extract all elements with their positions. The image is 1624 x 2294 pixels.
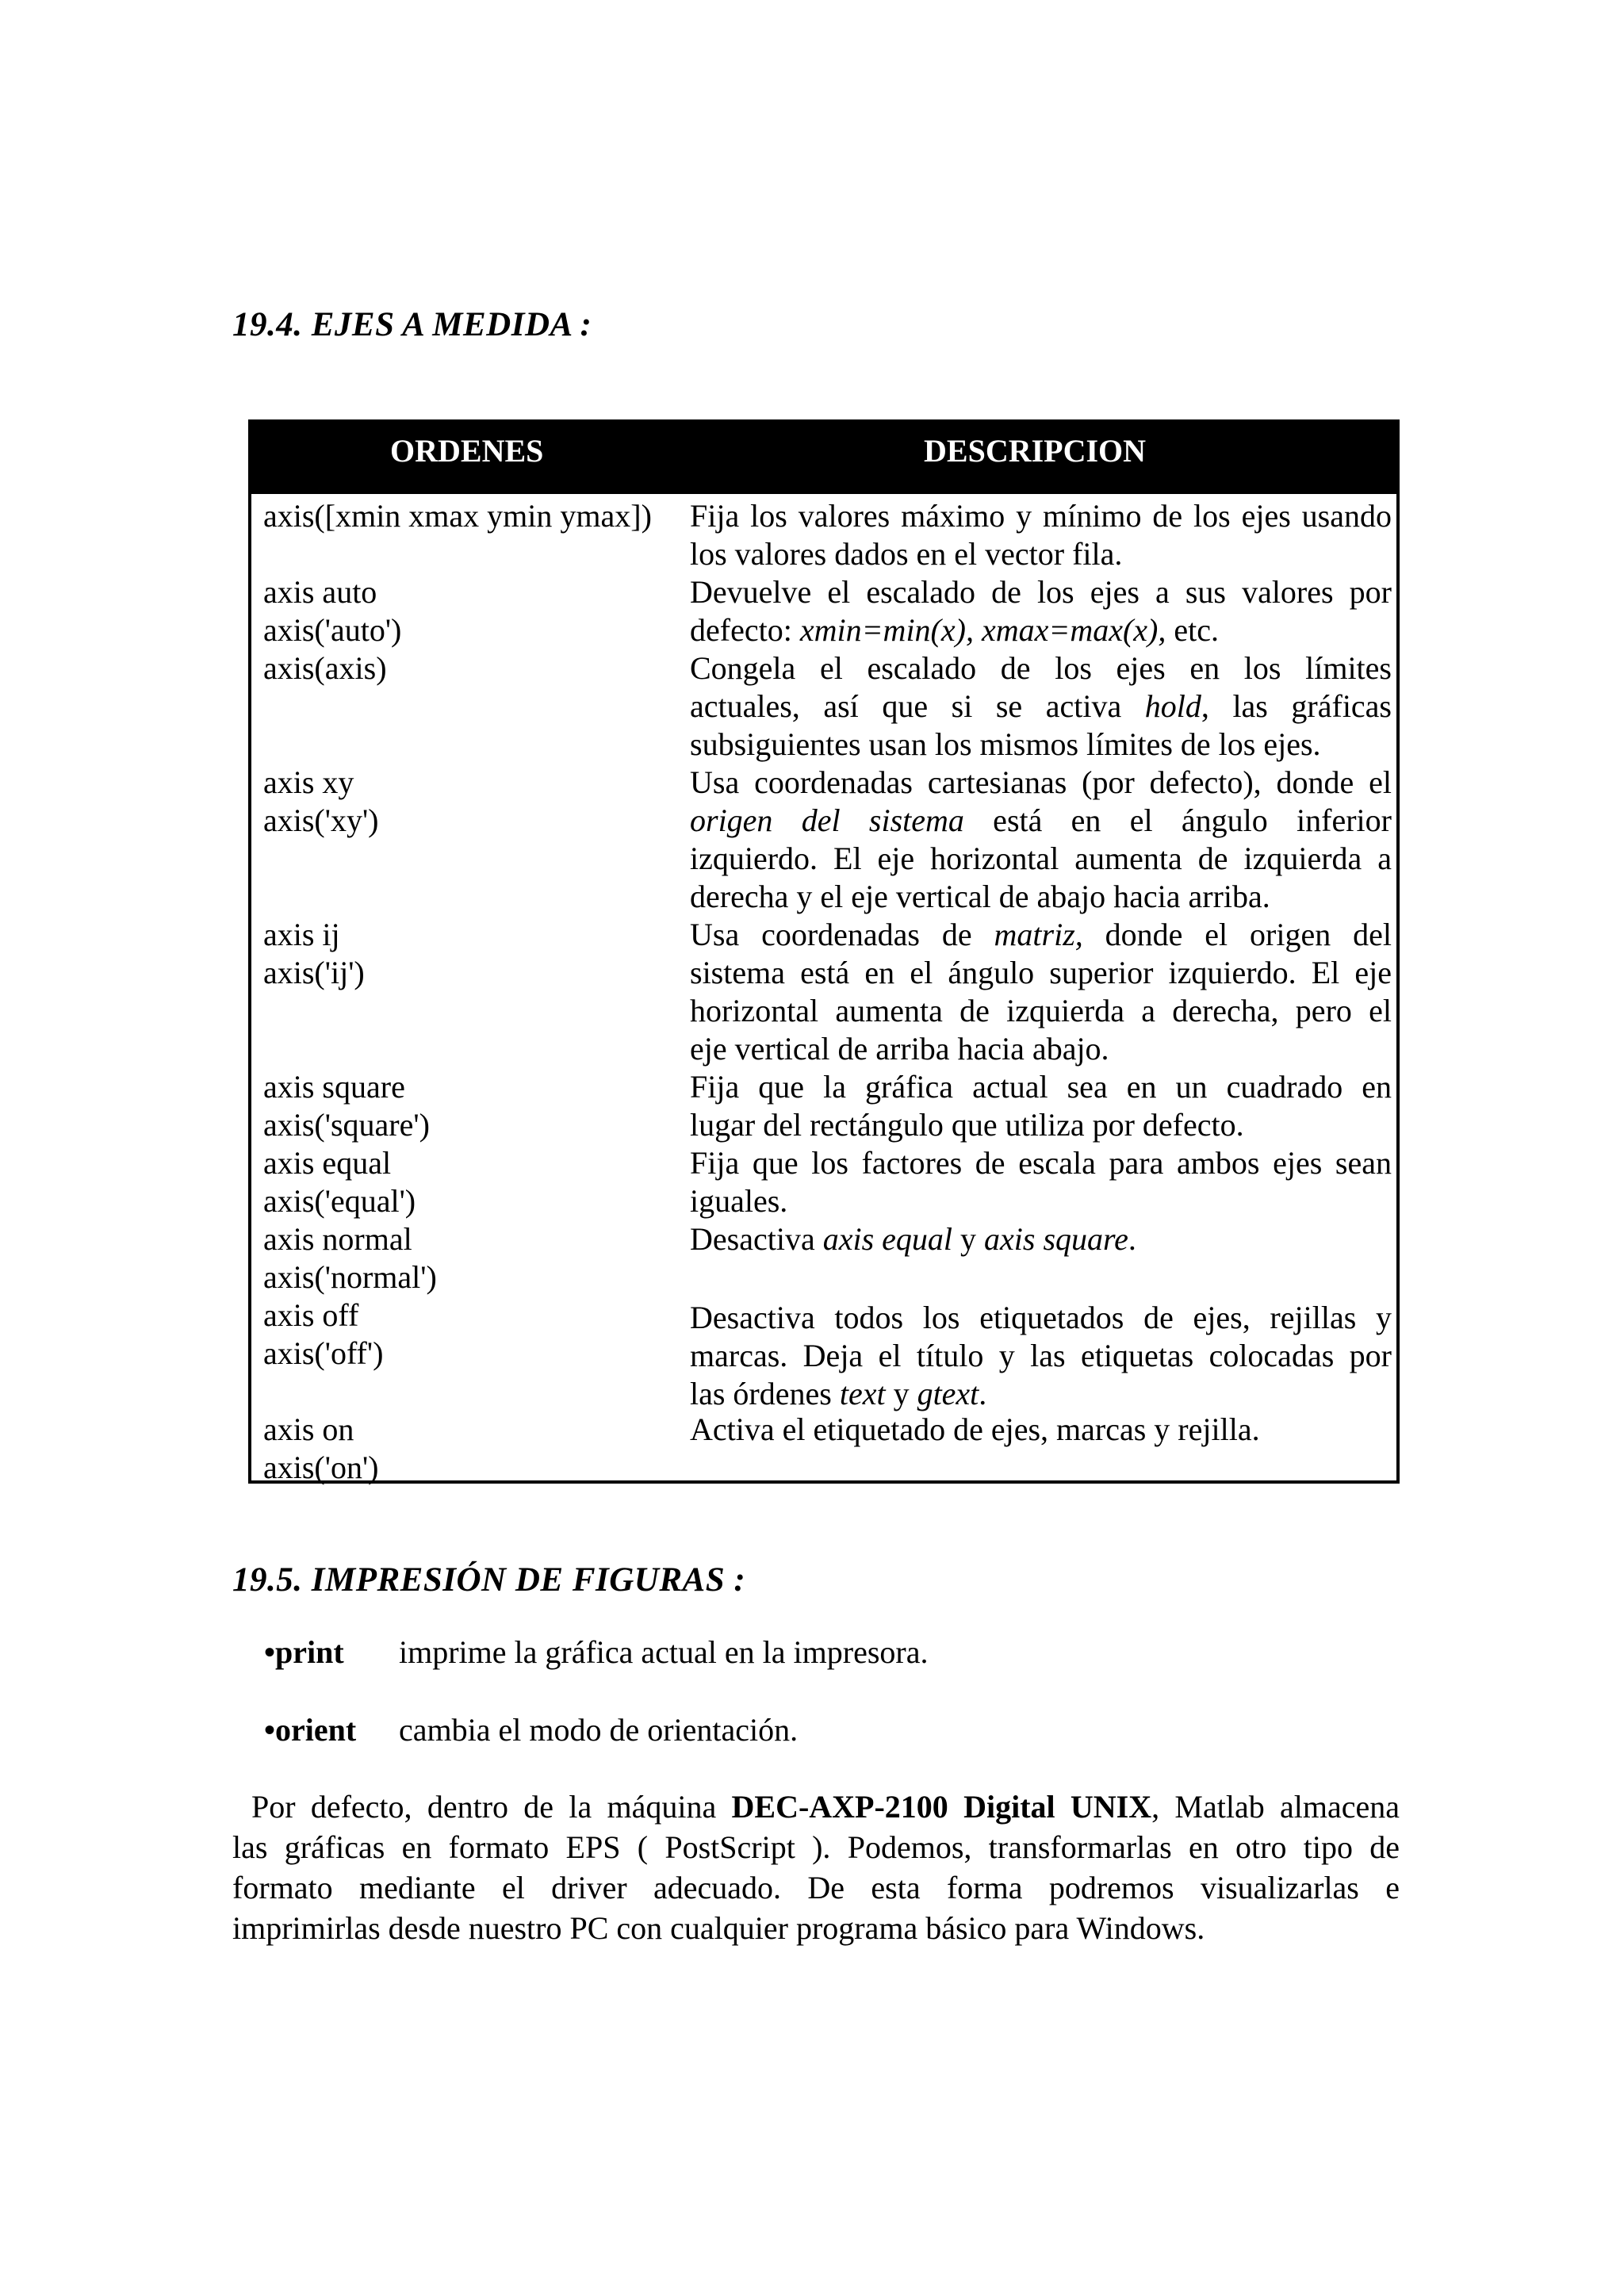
command-text: axis('ij'): [263, 955, 365, 990]
description-line: lugar del rectángulo que utiliza por defecto.: [690, 1107, 1244, 1143]
description-line: Desactiva todos los etiquetados de ejes, rejillas y: [690, 1300, 1392, 1335]
header-descripcion: DESCRIPCION: [924, 433, 1147, 469]
description-cell: [690, 764, 1392, 916]
command-cell: [263, 916, 365, 992]
command-text: axis('xy'): [263, 802, 379, 838]
bullet-item-print: [264, 1633, 929, 1671]
description-cell: [690, 497, 1392, 573]
description-line: las órdenes text y gtext.: [690, 1376, 987, 1411]
description-line: origen del sistema está en el ángulo inferior: [690, 802, 1392, 838]
command-text: axis('auto'): [263, 612, 402, 648]
description-line: iguales.: [690, 1183, 788, 1219]
description-cell: [690, 1068, 1392, 1144]
command-cell: [263, 1220, 437, 1296]
body-paragraph: [232, 1787, 1400, 1948]
command-text: axis auto: [263, 574, 377, 610]
bullet-item-orient: [264, 1711, 799, 1748]
paragraph-line: las gráficas en formato EPS ( PostScript ). Podemos, transformarlas en otro tipo de: [232, 1829, 1400, 1865]
command-text: axis('on'): [263, 1450, 379, 1485]
description-cell: [690, 916, 1392, 1068]
description-line: izquierdo. El eje horizontal aumenta de izquierda a: [690, 841, 1392, 876]
bullet-text: imprime la gráfica actual en la impresora.: [399, 1634, 929, 1670]
description-line: Fija los valores máximo y mínimo de los ejes usando: [690, 498, 1392, 534]
command-text: axis([xmin xmax ymin ymax]): [263, 498, 652, 534]
bullet-term: print: [275, 1634, 344, 1670]
description-cell: [690, 1220, 1392, 1258]
command-text: axis('square'): [263, 1107, 430, 1143]
description-line: Congela el escalado de los ejes en los límites: [690, 650, 1392, 686]
paragraph-line: [232, 1787, 1400, 1827]
command-text: axis('normal'): [263, 1259, 437, 1295]
paragraph-text: Por defecto, dentro de la máquina: [251, 1789, 732, 1825]
description-line: Fija que los factores de escala para ambos ejes sean: [690, 1145, 1392, 1181]
description-line: subsiguientes usan los mismos límites de los ejes.: [690, 726, 1321, 762]
command-text: axis('off'): [263, 1335, 384, 1371]
description-line: derecha y el eje vertical de abajo hacia arriba.: [690, 879, 1270, 914]
description-cell: [690, 649, 1392, 764]
description-line: marcas. Deja el título y las etiquetas colocadas por: [690, 1338, 1392, 1373]
description-cell: [690, 573, 1392, 649]
section-title-axes: 19.4. EJES A MEDIDA :: [232, 306, 592, 343]
description-line: actuales, así que si se activa hold, las gráficas: [690, 688, 1392, 724]
description-line: horizontal aumenta de izquierda a derecha, pero el: [690, 993, 1392, 1028]
command-text: axis(axis): [263, 650, 387, 686]
paragraph-line: formato mediante el driver adecuado. De esta forma podremos visualizarlas e: [232, 1870, 1400, 1905]
description-cell: [690, 1411, 1392, 1449]
command-cell: [263, 1411, 379, 1487]
bullet-text: cambia el modo de orientación.: [399, 1712, 799, 1748]
command-cell: [263, 1068, 430, 1144]
axis-commands-table: [248, 419, 1400, 1484]
command-cell: [263, 497, 652, 535]
description-line: Usa coordenadas cartesianas (por defecto), donde el: [690, 764, 1392, 800]
command-cell: [263, 764, 379, 840]
description-line: Devuelve el escalado de los ejes a sus valores por: [690, 574, 1392, 610]
machine-name: DEC-AXP-2100 Digital UNIX: [731, 1789, 1152, 1825]
command-cell: [263, 649, 387, 687]
bullet-dot: •: [264, 1712, 276, 1748]
command-text: axis ij: [263, 917, 340, 952]
description-line: los valores dados en el vector fila.: [690, 536, 1123, 572]
command-text: axis square: [263, 1069, 405, 1105]
command-text: axis('equal'): [263, 1183, 416, 1219]
command-cell: [263, 573, 401, 649]
description-line: Activa el etiquetado de ejes, marcas y rejilla.: [690, 1411, 1260, 1447]
command-text: axis off: [263, 1297, 359, 1333]
description-line: Usa coordenadas de matriz, donde el origen del: [690, 917, 1392, 952]
bullet-dot: •: [264, 1634, 276, 1670]
section-title-printing: 19.5. IMPRESIÓN DE FIGURAS :: [232, 1561, 746, 1599]
command-text: axis xy: [263, 764, 354, 800]
header-ordenes: ORDENES: [390, 433, 544, 469]
description-cell: [690, 1299, 1392, 1413]
command-text: axis on: [263, 1411, 354, 1447]
command-cell: [263, 1144, 416, 1220]
description-line: eje vertical de arriba hacia abajo.: [690, 1031, 1109, 1067]
description-line: Desactiva axis equal y axis square.: [690, 1221, 1136, 1257]
command-text: axis normal: [263, 1221, 412, 1257]
paragraph-text: , Matlab almacena: [1151, 1789, 1400, 1825]
command-text: axis equal: [263, 1145, 392, 1181]
paragraph-line: imprimirlas desde nuestro PC con cualquier programa básico para Windows.: [232, 1910, 1205, 1946]
description-cell: [690, 1144, 1392, 1220]
command-cell: [263, 1296, 383, 1373]
description-line: sistema está en el ángulo superior izquierdo. El eje: [690, 955, 1392, 990]
bullet-term: orient: [275, 1712, 357, 1748]
description-line: Fija que la gráfica actual sea en un cuadrado en: [690, 1069, 1392, 1105]
description-line: defecto: xmin=min(x), xmax=max(x), etc.: [690, 612, 1219, 648]
table-header: [251, 423, 1396, 494]
